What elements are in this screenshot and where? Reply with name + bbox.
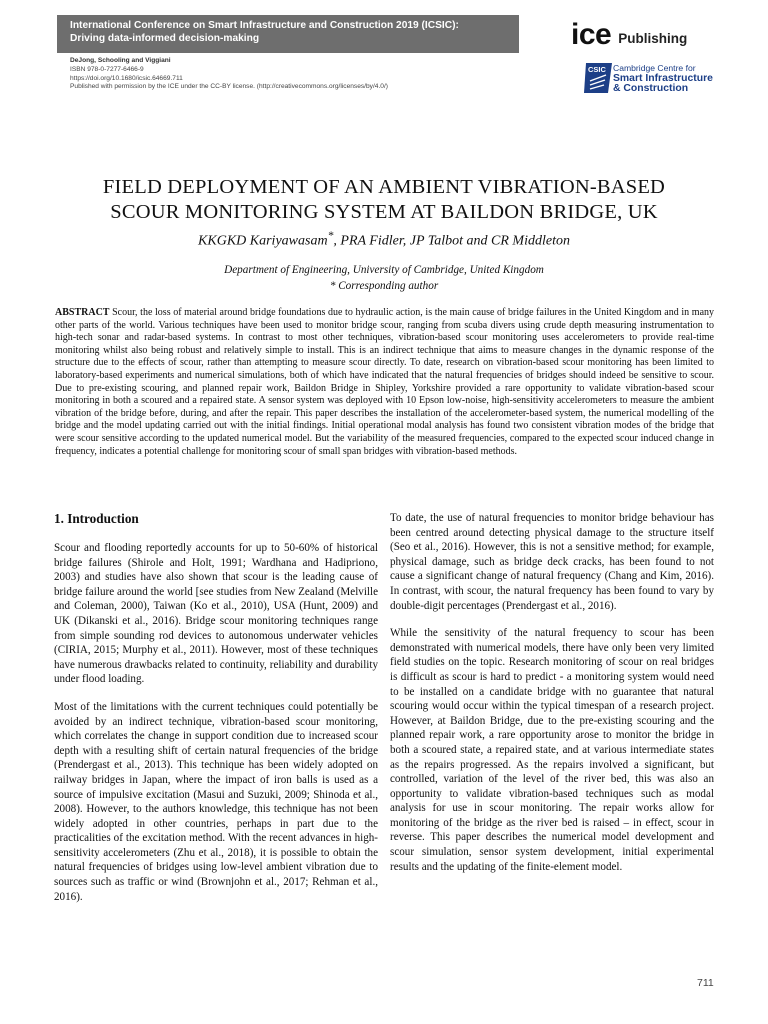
ice-publishing-label: Publishing	[618, 31, 688, 46]
conference-banner	[57, 15, 519, 53]
editors-line: DeJong, Schooling and Viggiani	[70, 57, 171, 64]
isbn-line: ISBN 978-0-7277-6466-9	[70, 65, 144, 73]
license-line: Published with permission by the ICE under the CC-BY license. (http://creativecommons.org/licenses/by/4.0/)	[70, 83, 388, 91]
paper-authors	[0, 229, 768, 250]
csic-badge-text: CSIC	[588, 65, 606, 74]
publication-meta	[70, 57, 388, 92]
conference-title-line1: International Conference on Smart Infrastructure and Construction 2019 (ICSIC):	[70, 20, 459, 31]
paragraph: Most of the limitations with the current techniques could potentially be avoided by an indirect technique, vibration-based scour monitoring, which correlates the change in support condition due to increased scour depth with a resulting shift of certain natural frequencies of the bridge (Prendergast et al., 2013). This technique has been widely adopted on railway bridges in Japan, where the impact of iron balls is used as a source of impulsive excitation (Masui and Suzuki, 2009; Shinoda et al., 2008). However, to the authors knowledge, this technique has not been widely adopted in other countries, perhaps in part due to the practicalities of the excitation method. With the recent advances in high-sensitivity accelerometers (Zhu et al., 2018), it is possible to obtain the natural frequencies of bridges using low-level ambient vibration due to sources such as traffic or wind (Brownjohn et al., 2017; Rehman et al., 2016).	[54, 700, 378, 903]
right-column	[390, 511, 714, 887]
csic-name	[613, 63, 713, 95]
paper-title	[0, 175, 768, 225]
first-author: KKGKD Kariyawasam	[198, 233, 328, 249]
section-heading-introduction: 1. Introduction	[54, 511, 139, 526]
paper-title-line1: FIELD DEPLOYMENT OF AN AMBIENT VIBRATION-BASED	[102, 176, 666, 198]
csic-emblem-icon	[584, 61, 614, 95]
paragraph: While the sensitivity of the natural frequency to scour has been demonstrated with numerical models, there have only been very limited field studies on the topic. Research monitoring of scour on real bridges is difficult as scour is hard to predict - a monitoring system would need to be installed on a candidate bridge with no guarantee that natural scouring would occur within the typical timespan of a research project. However, at Baildon Bridge, due to the pre-existing scouring and the planned repair work, a rare opportunity arose to monitor the bridge in both a scoured state, a repaired state, and at various intermediate states as the repairs progressed. As the repairs involved a significant, but controlled, variation of the level of the river bed, this was also an opportunity to validate vibration-based techniques such as modal analysis for use in scour monitoring. The repair works allow for monitoring of the bridge as the river bed is raised – in effect, scour in reverse. This paper describes the numerical model development and scour simulation, sensor system development, initial experimental results and the updating of the finite-element model.	[390, 627, 714, 873]
csic-line1: Cambridge Centre for	[613, 63, 696, 73]
csic-line2: Smart Infrastructure	[613, 72, 713, 84]
csic-line3: & Construction	[613, 83, 689, 94]
corresponding-mark: *	[327, 229, 334, 242]
paragraph: To date, the use of natural frequencies to monitor bridge behaviour has been centred around detecting physical damage to the structure itself (Seo et al., 2016). However, this is not a sensitive method; for example, physical damage, such as bridge deck cracks, has been found to not cause a significant change of natural frequency (Chang and Kim, 2016). In contrast, with scour, the natural frequency has been found to vary by double-digit percentages (Prendergast et al., 2016).	[390, 512, 714, 612]
left-column	[54, 511, 378, 917]
ice-publishing-logo	[571, 18, 688, 51]
abstract-label: ABSTRACT	[55, 307, 110, 318]
abstract-text: Scour, the loss of material around bridge foundations due to hydraulic action, is the main cause of bridge failures in the United Kingdom and in many other parts of the world. Various techniques have been used to monitor bridge scour, ranging from scuba divers using crude depth measuring instrumentation to high-tech sonar and radar-based systems. In contrast to most other techniques, vibration-based scour monitoring uses accelerometers to provide real-time monitoring whilst also being robust and relatively simple to install. This is an indirect technique that aims to measure changes in the dynamic response of the structure due to the effects of scour, rather than attempting to measure scour directly. To date, research on vibration-based scour monitoring has been limited to laboratory-based experiments and numerical simulations, both of which have indicated that the natural frequencies of bridges should indeed be sensitive to scour. Due to pre-existing scouring, and planned repair work, Baildon Bridge in Shipley, Yorkshire provided a rare opportunity to validate vibration-based scour monitoring in both a scoured and a repaired state. A sensor system was deployed with 10 Epson low-noise, high-sensitivity accelerometers to measure the ambient vibration of the bridge before, during, and after the repair. This paper describes the installation of the accelerometer-based system, the numerical modelling of the bridge and the model updating carried out with the initial findings. Initial operational modal analysis has found two consistent vibration modes of the bridge that were scour sensitive according to the updated numerical model. But the variability of the measured frequencies, compared to the expected scour induced change in frequency, indicates a potential challenge for monitoring scour of small span bridges with vibration-based methods.	[55, 307, 715, 457]
affiliation-block	[0, 262, 768, 294]
other-authors: , PRA Fidler, JP Talbot and CR Middleton	[333, 233, 570, 249]
ice-wordmark: ice	[571, 18, 612, 51]
corresponding-note: * Corresponding author	[329, 280, 439, 292]
affiliation: Department of Engineering, University of Cambridge, United Kingdom	[224, 264, 544, 276]
conference-title-line2: Driving data-informed decision-making	[70, 33, 260, 44]
doi-link[interactable]: https://doi.org/10.1680/icsic.64669.711	[70, 74, 183, 82]
csic-logo	[584, 61, 722, 97]
paragraph: Scour and flooding reportedly accounts for up to 50-60% of historical bridge failures (Shirole and Holt, 1991; Wardhana and Hadipriono, 2003) and studies have also shown that scour is the leading cause of bridge failure around the world [see studies from New Zealand (Melville and Coleman, 2000), Taiwan (Ko et al., 2010), USA (Hunt, 2009) and UK (Dikanski et al., 2016). Bridge scour monitoring techniques range from simple sounding rod devices to autonomous underwater vehicles (CIRIA, 2015; Murphy et al., 2011). However, most of these techniques have numerous drawbacks related to continuity, reliability and durability under flood loading.	[54, 542, 378, 686]
page-number: 711	[697, 977, 714, 989]
paper-title-line2: SCOUR MONITORING SYSTEM AT BAILDON BRIDGE, UK	[110, 201, 658, 223]
abstract	[55, 307, 714, 458]
